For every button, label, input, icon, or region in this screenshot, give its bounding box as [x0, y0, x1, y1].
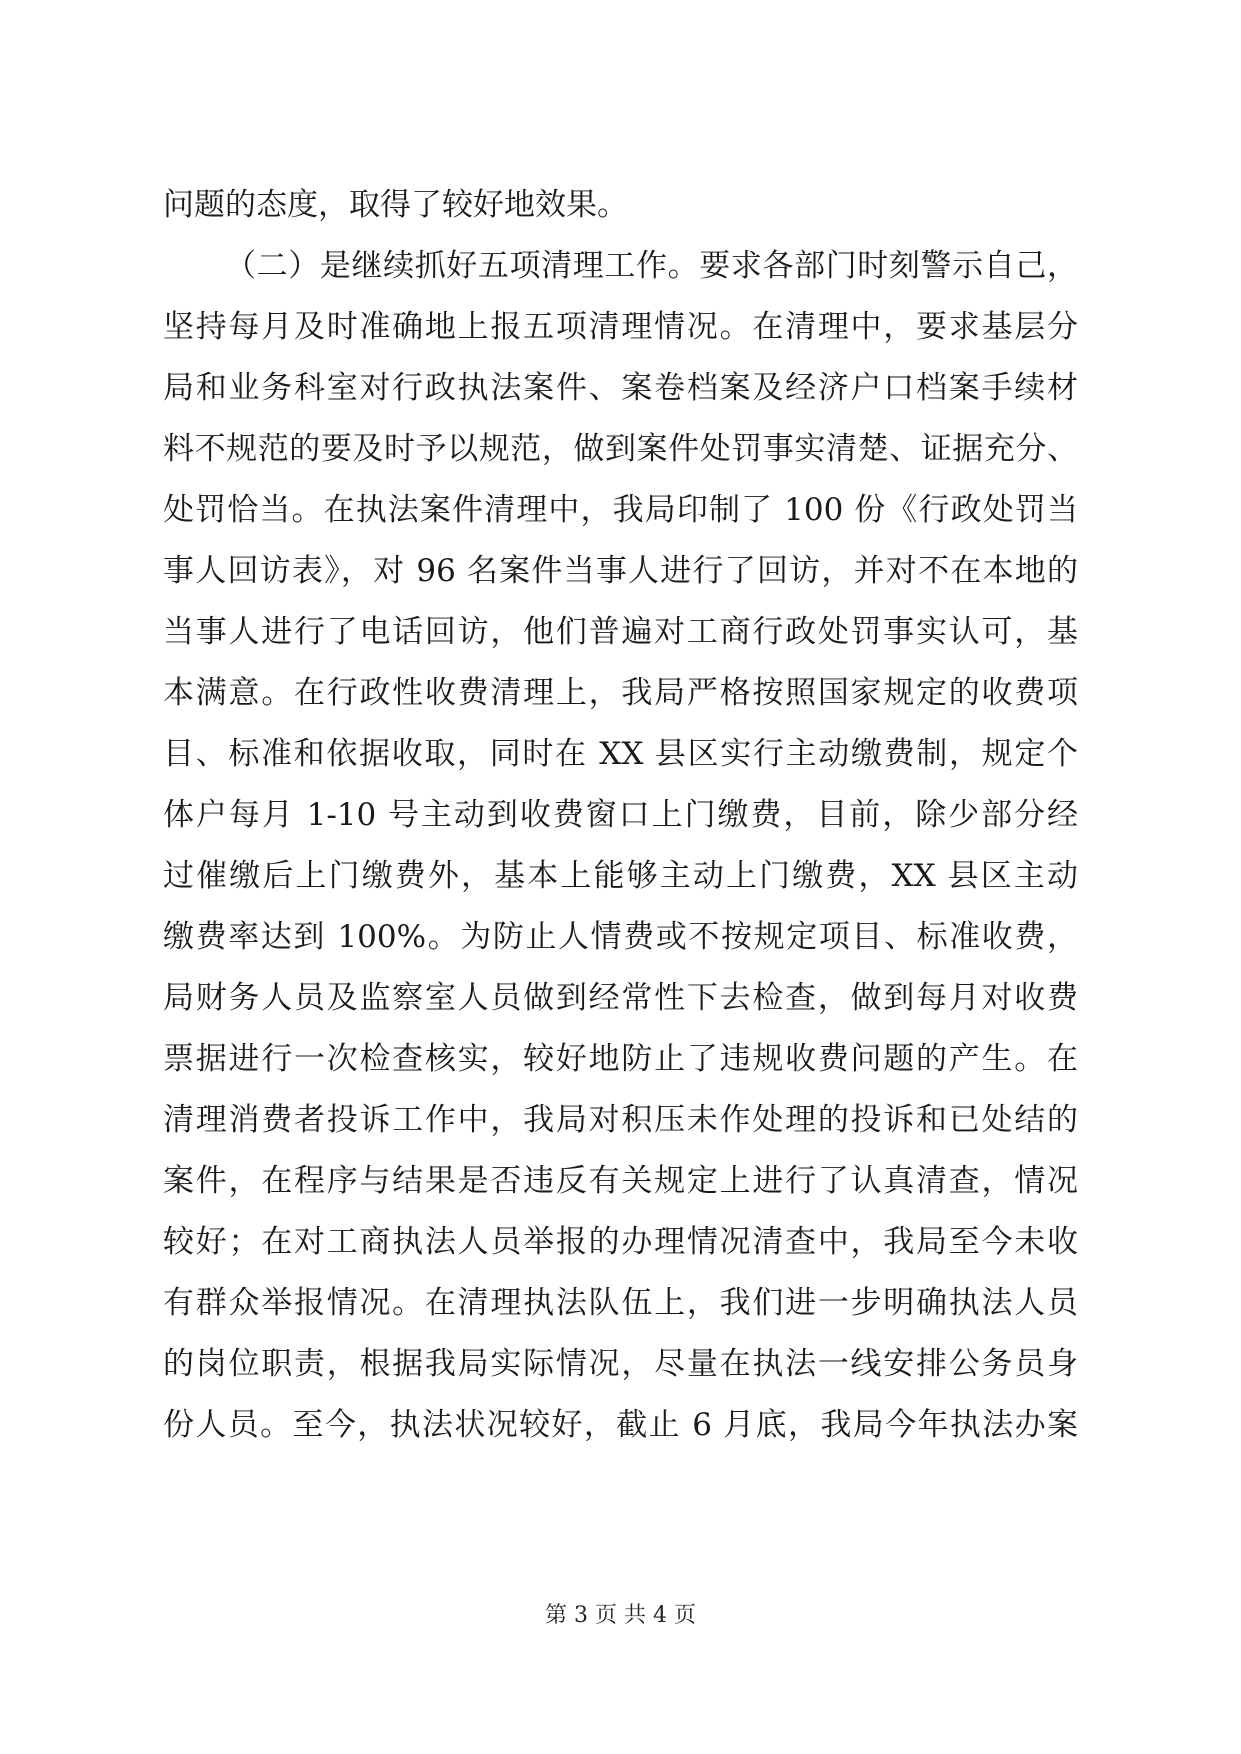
paragraph-line-21: 份人员。至今，执法状况较好，截止 6 月底，我局今年执法办案 — [163, 1407, 1078, 1443]
paragraph-line-14: 局财务人员及监察室人员做到经常性下去检查，做到每月对收费 — [163, 980, 1078, 1016]
paragraph-line-9: 本满意。在行政性收费清理上，我局严格按照国家规定的收费项 — [163, 675, 1078, 711]
paragraph-line-5: 料不规范的要及时予以规范，做到案件处罚事实清楚、证据充分、 — [163, 431, 1078, 467]
paragraph-line-16: 清理消费者投诉工作中，我局对积压未作处理的投诉和已处结的 — [163, 1102, 1078, 1138]
page-number-footer: 第 3 页 共 4 页 — [545, 1603, 696, 1628]
paragraph-line-17: 案件，在程序与结果是否违反有关规定上进行了认真清查，情况 — [163, 1163, 1078, 1199]
paragraph-line-12: 过催缴后上门缴费外，基本上能够主动上门缴费，XX 县区主动 — [163, 858, 1078, 894]
paragraph-line-15: 票据进行一次检查核实，较好地防止了违规收费问题的产生。在 — [163, 1041, 1078, 1077]
paragraph-line-8: 当事人进行了电话回访，他们普遍对工商行政处罚事实认可，基 — [163, 614, 1078, 650]
paragraph-line-10: 目、标准和依据收取，同时在 XX 县区实行主动缴费制，规定个 — [163, 736, 1078, 772]
paragraph-line-1: 问题的态度，取得了较好地效果。 — [163, 187, 628, 223]
paragraph-line-20: 的岗位职责，根据我局实际情况，尽量在执法一线安排公务员身 — [163, 1346, 1078, 1382]
paragraph-line-18: 较好；在对工商执法人员举报的办理情况清查中，我局至今未收 — [163, 1224, 1078, 1260]
paragraph-line-7: 事人回访表》，对 96 名案件当事人进行了回访，并对不在本地的 — [163, 553, 1078, 589]
paragraph-line-13: 缴费率达到 100%。为防止人情费或不按规定项目、标准收费， — [163, 919, 1078, 955]
paragraph-line-4: 局和业务科室对行政执法案件、案卷档案及经济户口档案手续材 — [163, 370, 1078, 406]
paragraph-line-11: 体户每月 1-10 号主动到收费窗口上门缴费，目前，除少部分经 — [163, 797, 1078, 833]
paragraph-line-19: 有群众举报情况。在清理执法队伍上，我们进一步明确执法人员 — [163, 1285, 1078, 1321]
paragraph-line-2: （二）是继续抓好五项清理工作。要求各部门时刻警示自己， — [225, 248, 1078, 284]
paragraph-line-6: 处罚恰当。在执法案件清理中，我局印制了 100 份《行政处罚当 — [163, 492, 1078, 528]
paragraph-line-3: 坚持每月及时准确地上报五项清理情况。在清理中，要求基层分 — [163, 309, 1078, 345]
